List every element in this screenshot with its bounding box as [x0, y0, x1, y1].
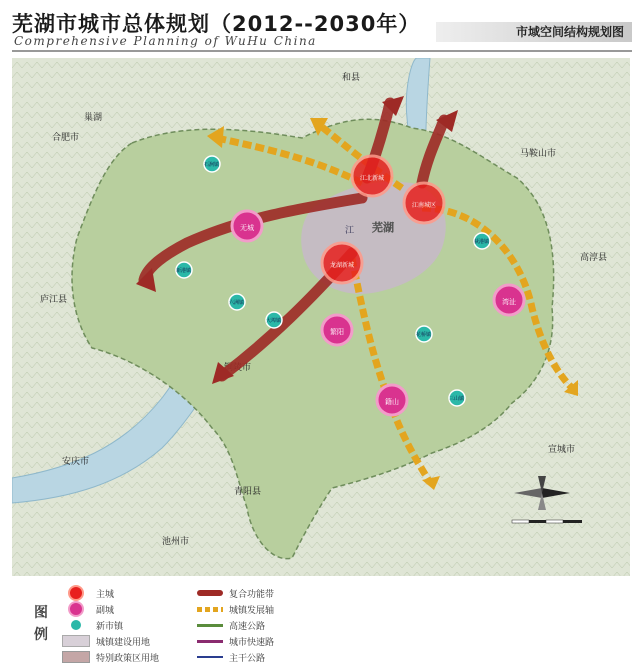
- place-hexian: 和县: [342, 73, 361, 83]
- new-town-swatch: [69, 618, 83, 632]
- new-town-label: 新港镇: [176, 268, 192, 274]
- urban-express-swatch: [197, 640, 223, 643]
- legend-sub-city-label: 副城: [96, 605, 115, 616]
- trunk-road-swatch: [197, 656, 223, 658]
- legend-main-city: [62, 586, 114, 600]
- wuhu-center-label: 芜湖: [372, 221, 394, 234]
- legend-trunk-road: [197, 650, 265, 664]
- map-subtitle: Comprehensive Planning of WuHu China: [14, 34, 317, 48]
- map-title: 芜湖市城市总体规划（2012--2030年）: [12, 12, 421, 36]
- place-anqing: 安庆市: [62, 457, 90, 467]
- legend-sub-city: [62, 602, 114, 616]
- main-city-jiangbei-label: 江北新城: [360, 175, 385, 182]
- legend-trunk-road-label: 主干公路: [229, 653, 266, 664]
- dev-axis-swatch: [197, 607, 223, 612]
- planning-map[interactable]: [12, 58, 630, 576]
- sub-city-swatch: [68, 601, 84, 617]
- main-city-jiangnan-label: 江南城区: [412, 202, 437, 209]
- sub-city-jishan-label: 籍山: [385, 398, 399, 406]
- main-city-longhu-label: 龙湖新城: [330, 262, 355, 269]
- sub-city-wucheng-label: 无城: [240, 224, 254, 232]
- title-rule: [12, 50, 632, 52]
- place-chaohu: 巢湖: [84, 113, 103, 123]
- legend-main-city-label: 主城: [96, 589, 115, 600]
- built-land-swatch: [62, 635, 90, 647]
- scale-bar: [512, 520, 582, 523]
- legend-composite-belt-label: 复合功能带: [229, 589, 275, 600]
- sub-city-wanzhi[interactable]: [494, 285, 524, 315]
- sub-city-wanzhi-label: 湾沚: [502, 298, 516, 306]
- main-city-swatch: [68, 585, 84, 601]
- legend-dev-axis-label: 城镇发展轴: [229, 605, 275, 616]
- legend-dev-axis: [197, 602, 274, 616]
- sub-city-fanyang[interactable]: [322, 315, 352, 345]
- map-sheet-name: 市域空间结构规划图: [436, 22, 632, 42]
- place-maanshan: 马鞍山市: [520, 149, 557, 159]
- expressway-swatch: [197, 624, 223, 627]
- sub-city-wucheng[interactable]: [232, 211, 262, 241]
- composite-belt-swatch: [197, 590, 223, 596]
- new-town-label: 六洲镇: [229, 300, 245, 306]
- sub-city-jishan[interactable]: [377, 385, 407, 415]
- legend-special-policy-label: 特别政策区用地: [96, 653, 160, 664]
- new-town-label: 大埠镇: [266, 318, 282, 324]
- place-tongling: 铜陵市: [224, 363, 252, 373]
- place-lujiang: 庐江县: [40, 295, 68, 305]
- main-city-jiangbei[interactable]: [352, 156, 392, 196]
- new-town-label: 石涧镇: [204, 162, 220, 168]
- new-town-label: 荻港镇: [474, 239, 490, 245]
- new-town-label: 花桥镇: [416, 332, 432, 338]
- place-gaochun: 高淳县: [580, 253, 608, 263]
- legend-heading-1: 图: [34, 605, 48, 621]
- legend-composite-belt: [197, 586, 274, 600]
- legend-special-policy: [62, 650, 159, 664]
- main-city-longhu[interactable]: [322, 243, 362, 283]
- place-chizhou: 池州市: [162, 537, 190, 547]
- river-label: 江: [345, 226, 355, 236]
- legend: [12, 580, 630, 665]
- legend-urban-express-label: 城市快速路: [229, 637, 275, 648]
- place-qingyang: 青阳县: [234, 487, 262, 497]
- place-xuancheng: 宣城市: [548, 445, 576, 455]
- legend-new-town-label: 新市镇: [96, 621, 124, 632]
- new-town-label: 三山镇: [449, 396, 465, 402]
- legend-heading-2: 例: [34, 627, 48, 643]
- legend-expressway-label: 高速公路: [229, 621, 266, 632]
- place-hefei: 合肥市: [52, 133, 80, 143]
- special-policy-swatch: [62, 651, 90, 663]
- sub-city-fanyang-label: 繁阳: [330, 328, 344, 336]
- main-city-jiangnan[interactable]: [404, 183, 444, 223]
- legend-expressway: [197, 618, 265, 632]
- legend-new-town: [62, 618, 123, 632]
- legend-built-land-label: 城镇建设用地: [96, 637, 151, 648]
- legend-built-land: [62, 634, 150, 648]
- legend-urban-express: [197, 634, 274, 648]
